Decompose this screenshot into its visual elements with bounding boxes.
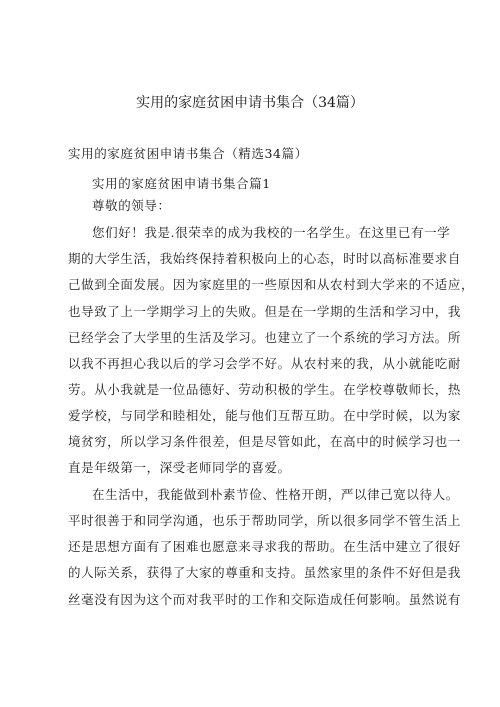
paragraph-1-line: 境贫穷，所以学习条件很差，但是尽管如此，在高中的时候学习也一 bbox=[68, 434, 462, 449]
paragraph-1-line: 爱学校，与同学和睦相处，能与他们互帮互助。在中学时候，以为家 bbox=[68, 408, 462, 423]
paragraph-2-line: 丝毫没有因为这个而对我平时的工作和交际造成任何影响。虽然说有 bbox=[68, 592, 462, 607]
paragraph-2-line: 在生活中，我能做到朴素节俭、性格开朗，严以律己宽以待人。 bbox=[92, 487, 459, 502]
chapter-heading: 实用的家庭贫困申请书集合篇1 bbox=[92, 176, 271, 191]
salutation: 尊敬的领导： bbox=[92, 198, 171, 213]
paragraph-1-line: 以我不再担心我以后的学习会学不好。从农村来的我，从小就能吃耐 bbox=[68, 356, 462, 371]
paragraph-1-line: 您们好！我是.很荣幸的成为我校的一名学生。在这里已有一学 bbox=[92, 225, 451, 240]
paragraph-1-line: 期的大学生活，我始终保持着积极向上的心态，时时以高标准要求自 bbox=[68, 251, 462, 266]
paragraph-1-line: 己做到全面发展。因为家庭里的一些原因和从农村到大学来的不适应， bbox=[68, 277, 475, 292]
document-subtitle: 实用的家庭贫困申请书集合（精选34篇） bbox=[68, 146, 308, 161]
paragraph-1-line: 已经学会了大学里的生活及学习。也建立了一个系统的学习方法。所 bbox=[68, 330, 462, 345]
paragraph-2-line: 的人际关系，获得了大家的尊重和支持。虽然家里的条件不好但是我 bbox=[68, 565, 462, 580]
paragraph-1-line: 劳。从小我就是一位品德好、劳动积极的学生。在学校尊敬师长，热 bbox=[68, 382, 462, 397]
paragraph-2-line: 还是思想方面有了困难也愿意来寻求我的帮助。在生活中建立了很好 bbox=[68, 539, 462, 554]
document-title: 实用的家庭贫困申请书集合（34篇） bbox=[136, 95, 364, 111]
paragraph-2-line: 平时很善于和同学沟通，也乐于帮助同学，所以很多同学不管生活上 bbox=[68, 513, 462, 528]
paragraph-1-line: 也导致了上一学期学习上的失败。但是在一学期的生活和学习中，我 bbox=[68, 304, 462, 319]
paragraph-1-line: 直是年级第一，深受老师同学的喜爱。 bbox=[68, 460, 291, 475]
